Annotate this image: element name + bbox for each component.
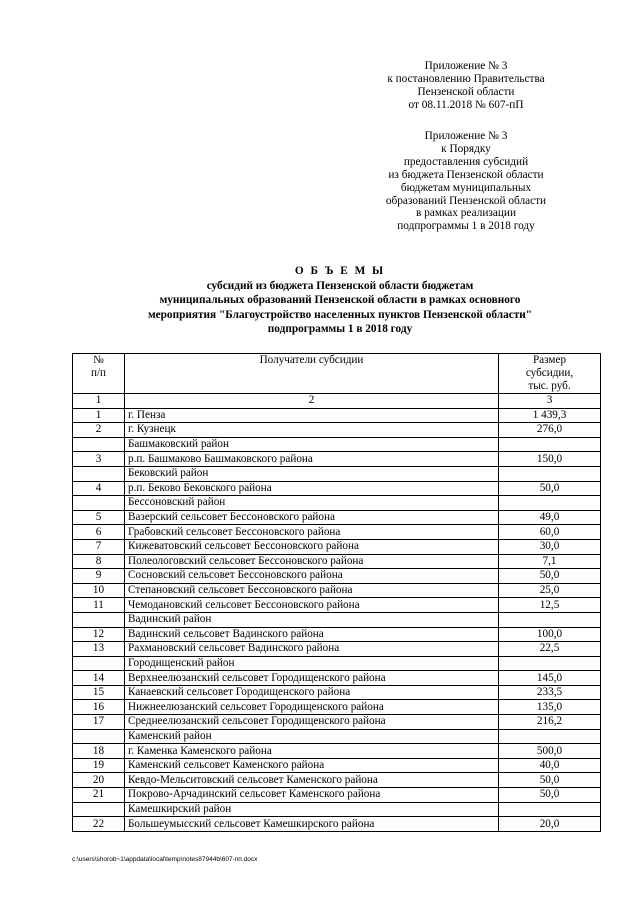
appendix-line: Приложение № 3 [424, 130, 508, 142]
appendix-line: образований Пензенской области [385, 194, 547, 207]
district-name: Бековский район [125, 466, 499, 481]
subsidy-amount: 40,0 [499, 758, 601, 773]
district-amount-cell [499, 496, 601, 511]
document-heading [60, 264, 620, 337]
table-row [73, 481, 601, 496]
table-header-row [73, 354, 601, 394]
subsidy-amount: 500,0 [499, 744, 601, 759]
row-number: 19 [73, 758, 125, 773]
appendix-line: подпрограммы 1 в 2018 году [397, 220, 535, 233]
row-number: 3 [73, 452, 125, 467]
district-amount-cell [499, 612, 601, 627]
recipient-name: Чемодановский сельсовет Бессоновского района [125, 598, 499, 613]
district-row [73, 656, 601, 671]
district-name: Камешкирский район [125, 802, 499, 817]
file-path-footer: c:\users\shorob~1\appdata\local\temp\notes87944b\607-пп.docx [72, 856, 258, 863]
row-number: 10 [73, 583, 125, 598]
table-row [73, 788, 601, 803]
district-number-cell [73, 612, 125, 627]
appendix-line: предоставления субсидий [403, 155, 529, 168]
appendix-line: к постановлению Правительства [387, 72, 545, 85]
table-row [73, 685, 601, 700]
district-amount-cell [499, 437, 601, 452]
row-number: 9 [73, 569, 125, 584]
subsidy-amount: 150,0 [499, 452, 601, 467]
header-number-line: п/п [90, 367, 107, 379]
district-row [73, 437, 601, 452]
appendix-line: к Порядку [441, 142, 491, 155]
table-row [73, 554, 601, 569]
appendix-line: от 08.11.2018 № 607-пП [408, 98, 524, 111]
recipient-name: Вазерский сельсовет Бессоновского района [125, 510, 499, 525]
subsidy-table [72, 353, 601, 832]
table-row [73, 700, 601, 715]
appendix-line: в рамках реализации [416, 207, 516, 220]
table-row [73, 758, 601, 773]
recipient-name: Верхнеелюзанский сельсовет Городищенского района [125, 671, 499, 686]
subsidy-amount: 135,0 [499, 700, 601, 715]
district-name: Башмаковский район [125, 437, 499, 452]
district-amount-cell [499, 802, 601, 817]
district-name: Бессоновский район [125, 496, 499, 511]
district-row [73, 496, 601, 511]
district-amount-cell [499, 466, 601, 481]
subsidy-amount: 1 439,3 [499, 408, 601, 423]
row-number: 20 [73, 773, 125, 788]
district-number-cell [73, 496, 125, 511]
column-number: 2 [125, 394, 499, 409]
header-amount-line: субсидии, [525, 367, 574, 379]
appendix-line: Приложение № 3 [424, 60, 508, 72]
row-number: 1 [73, 408, 125, 423]
header-number [73, 354, 125, 394]
recipient-name: Кевдо-Мельситовский сельсовет Каменского района [125, 773, 499, 788]
table-row [73, 627, 601, 642]
recipient-name: г. Кузнецк [125, 423, 499, 438]
row-number: 4 [73, 481, 125, 496]
district-amount-cell [499, 729, 601, 744]
row-number: 11 [73, 598, 125, 613]
heading-line: субсидий из бюджета Пензенской области бюджетам [206, 279, 474, 292]
header-amount-line: тыс. руб. [528, 380, 571, 392]
heading-line: муниципальных образований Пензенской области в рамках основного [159, 294, 521, 307]
row-number: 2 [73, 423, 125, 438]
appendix-to-resolution [360, 60, 572, 112]
recipient-name: Полеологовский сельсовет Бессоновского района [125, 554, 499, 569]
recipient-name: г. Каменка Каменского района [125, 744, 499, 759]
recipient-name: Покрово-Арчадинский сельсовет Каменского района [125, 788, 499, 803]
district-number-cell [73, 802, 125, 817]
subsidy-amount: 216,2 [499, 715, 601, 730]
district-name: Городищенский район [125, 656, 499, 671]
table-row [73, 744, 601, 759]
table-row [73, 671, 601, 686]
row-number: 8 [73, 554, 125, 569]
row-number: 21 [73, 788, 125, 803]
header-amount [499, 354, 601, 394]
district-row [73, 466, 601, 481]
district-number-cell [73, 466, 125, 481]
recipient-name: Рахмановский сельсовет Вадинского района [125, 642, 499, 657]
recipient-name: р.п. Башмаково Башмаковского района [125, 452, 499, 467]
district-name: Каменский район [125, 729, 499, 744]
recipient-name: Нижнеелюзанский сельсовет Городищенского района [125, 700, 499, 715]
subsidy-amount: 50,0 [499, 788, 601, 803]
row-number: 12 [73, 627, 125, 642]
row-number: 13 [73, 642, 125, 657]
subsidy-amount: 276,0 [499, 423, 601, 438]
row-number: 5 [73, 510, 125, 525]
row-number: 15 [73, 685, 125, 700]
recipient-name: Сосновский сельсовет Бессоновского района [125, 569, 499, 584]
table-row [73, 525, 601, 540]
recipient-name: Грабовский сельсовет Бессоновского района [125, 525, 499, 540]
subsidy-amount: 49,0 [499, 510, 601, 525]
heading-line: мероприятия "Благоустройство населенных пунктов Пензенской области" [147, 308, 533, 321]
column-number-row [73, 394, 601, 409]
table-row [73, 598, 601, 613]
recipient-name: Среднеелюзанский сельсовет Городищенского района [125, 715, 499, 730]
subsidy-amount: 7,1 [499, 554, 601, 569]
row-number: 6 [73, 525, 125, 540]
subsidy-amount: 22,5 [499, 642, 601, 657]
subsidy-amount: 50,0 [499, 569, 601, 584]
row-number: 22 [73, 817, 125, 832]
subsidy-amount: 50,0 [499, 481, 601, 496]
column-number: 1 [73, 394, 125, 409]
subsidy-amount: 30,0 [499, 539, 601, 554]
table-row [73, 539, 601, 554]
table-row [73, 510, 601, 525]
recipient-name: Степановский сельсовет Бессоновского района [125, 583, 499, 598]
subsidy-amount: 60,0 [499, 525, 601, 540]
subsidy-amount: 20,0 [499, 817, 601, 832]
table-row [73, 423, 601, 438]
district-row [73, 612, 601, 627]
subsidy-amount: 100,0 [499, 627, 601, 642]
column-number: 3 [499, 394, 601, 409]
appendix-line: бюджетам муниципальных [400, 181, 532, 194]
appendix-line: из бюджета Пензенской области [388, 168, 544, 181]
district-name: Вадинский район [125, 612, 499, 627]
row-number: 14 [73, 671, 125, 686]
table-row [73, 642, 601, 657]
district-row [73, 729, 601, 744]
row-number: 18 [73, 744, 125, 759]
district-number-cell [73, 437, 125, 452]
subsidy-amount: 12,5 [499, 598, 601, 613]
recipient-name: Каменский сельсовет Каменского района [125, 758, 499, 773]
header-amount-line: Размер [532, 354, 567, 366]
row-number: 16 [73, 700, 125, 715]
recipient-name: г. Пенза [125, 408, 499, 423]
table-row [73, 583, 601, 598]
document-title: О Б Ъ Е М Ы [294, 265, 386, 277]
appendix-to-procedure [360, 130, 572, 233]
table-row [73, 773, 601, 788]
district-row [73, 802, 601, 817]
row-number: 17 [73, 715, 125, 730]
header-recipients: Получатели субсидии [125, 354, 499, 394]
table-row [73, 452, 601, 467]
table-row [73, 569, 601, 584]
table-row [73, 817, 601, 832]
recipient-name: Большеумысский сельсовет Камешкирского района [125, 817, 499, 832]
subsidy-amount: 25,0 [499, 583, 601, 598]
district-number-cell [73, 656, 125, 671]
subsidy-amount: 233,5 [499, 685, 601, 700]
header-number-line: № [93, 354, 104, 366]
district-amount-cell [499, 656, 601, 671]
row-number: 7 [73, 539, 125, 554]
recipient-name: Канаевский сельсовет Городищенского района [125, 685, 499, 700]
recipient-name: Кижеватовский сельсовет Бессоновского района [125, 539, 499, 554]
table-row [73, 715, 601, 730]
table-row [73, 408, 601, 423]
heading-line: подпрограммы 1 в 2018 году [267, 323, 413, 336]
subsidy-amount: 50,0 [499, 773, 601, 788]
recipient-name: р.п. Беково Бековского района [125, 481, 499, 496]
appendix-line: Пензенской области [417, 85, 515, 98]
district-number-cell [73, 729, 125, 744]
subsidy-amount: 145,0 [499, 671, 601, 686]
recipient-name: Вадинский сельсовет Вадинского района [125, 627, 499, 642]
